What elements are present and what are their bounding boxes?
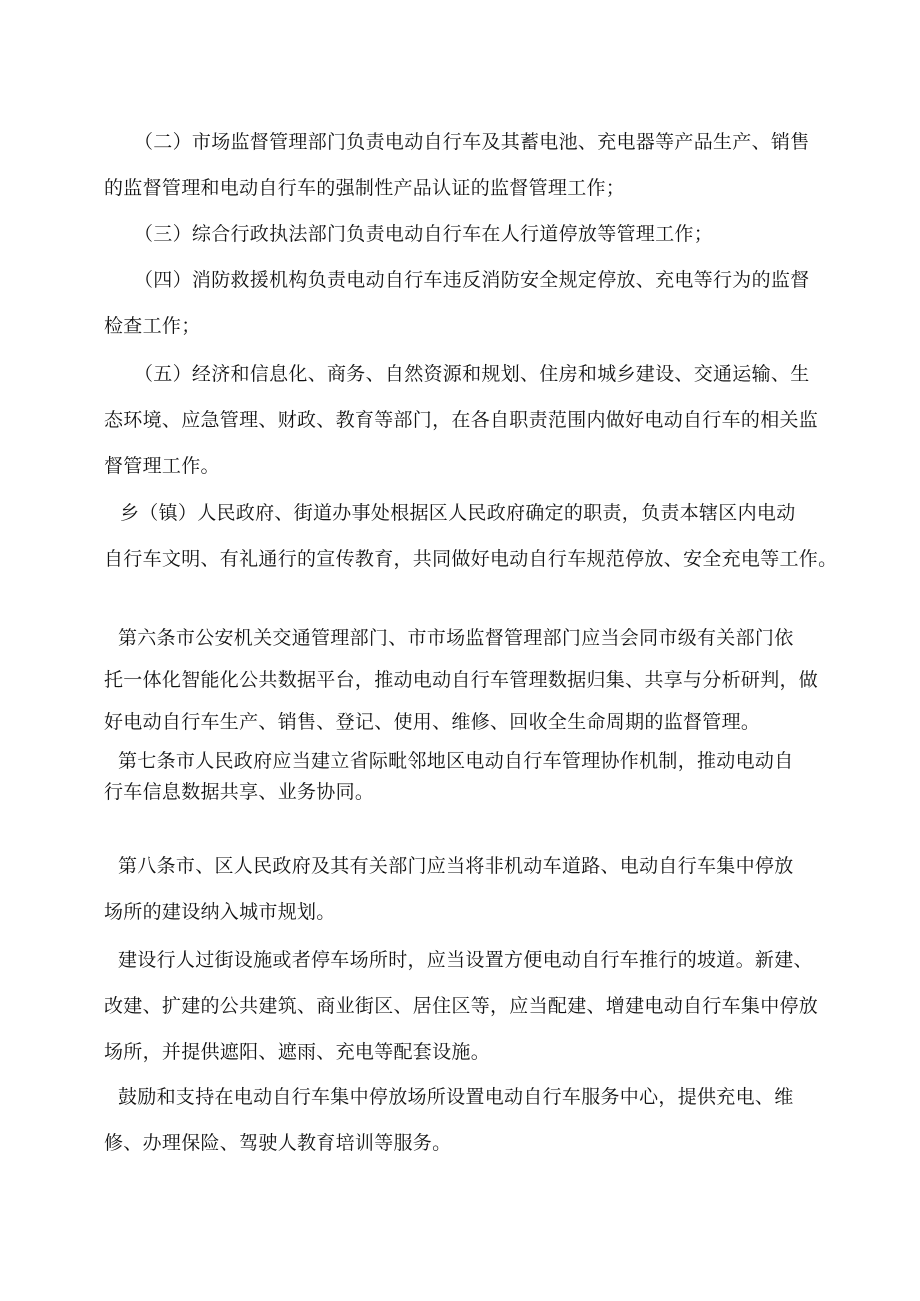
paragraph-fire-rescue: [104, 257, 810, 349]
paragraph-article-7: [104, 746, 794, 808]
text-line: 督管理工作。: [104, 455, 220, 477]
paragraph-market-supervision: [104, 119, 810, 211]
text-line: 自行车文明、有礼通行的宣传教育，共同做好电动自行车规范停放、安全充电等工作。: [104, 548, 838, 570]
text-line: 检查工作；: [104, 315, 201, 337]
text-line: 态环境、应急管理、财政、教育等部门，在各自职责范围内做好电动自行车的相关监: [104, 409, 819, 431]
text-line: 乡（镇）人民政府、街道办事处根据区人民政府确定的职责，负责本辖区内电动: [120, 502, 796, 524]
paragraph-other-departments: [104, 351, 818, 489]
paragraph-law-enforcement: [104, 211, 713, 257]
text-line: 的监督管理和电动自行车的强制性产品认证的监督管理工作；: [104, 177, 626, 199]
text-line: 第六条市公安机关交通管理部门、市市场监督管理部门应当会同市级有关部门依: [118, 627, 794, 649]
text-line: （五）经济和信息化、商务、自然资源和规划、住房和城乡建设、交通运输、生: [134, 363, 810, 385]
text-line: （四）消防救援机构负责电动自行车违反消防安全规定停放、充电等行为的监督: [134, 269, 810, 291]
text-line: 行车信息数据共享、业务协同。: [104, 781, 375, 803]
text-line: 修、办理保险、驾驶人教育培训等服务。: [104, 1132, 452, 1154]
paragraph-article-6: [104, 617, 818, 743]
text-line: 第七条市人民政府应当建立省际毗邻地区电动自行车管理协作机制，推动电动自: [118, 750, 794, 772]
text-line: （二）市场监督管理部门负责电动自行车及其蓄电池、充电器等产品生产、销售: [134, 131, 810, 153]
paragraph-township-government: [104, 490, 837, 582]
text-line: 托一体化智能化公共数据平台，推动电动自行车管理数据归集、共享与分析研判，做: [104, 669, 819, 691]
paragraph-service-center: [104, 1074, 794, 1166]
paragraph-crossing-facilities: [104, 937, 818, 1075]
text-line: 第八条市、区人民政府及其有关部门应当将非机动车道路、电动自行车集中停放: [118, 855, 794, 877]
text-line: 建设行人过街设施或者停车场所时，应当设置方便电动自行车推行的坡道。新建、: [118, 949, 813, 971]
text-line: 改建、扩建的公共建筑、商业街区、居住区等，应当配建、增建电动自行车集中停放: [104, 995, 819, 1017]
paragraph-article-8: [104, 843, 794, 935]
text-line: （三）综合行政执法部门负责电动自行车在人行道停放等管理工作；: [134, 223, 714, 245]
text-line: 场所的建设纳入城市规划。: [104, 901, 336, 923]
text-line: 鼓励和支持在电动自行车集中停放场所设置电动自行车服务中心，提供充电、维: [118, 1086, 794, 1108]
text-line: 好电动自行车生产、销售、登记、使用、维修、回收全生命周期的监督管理。: [104, 711, 761, 733]
text-line: 场所，并提供遮阳、遮雨、充电等配套设施。: [104, 1041, 491, 1063]
